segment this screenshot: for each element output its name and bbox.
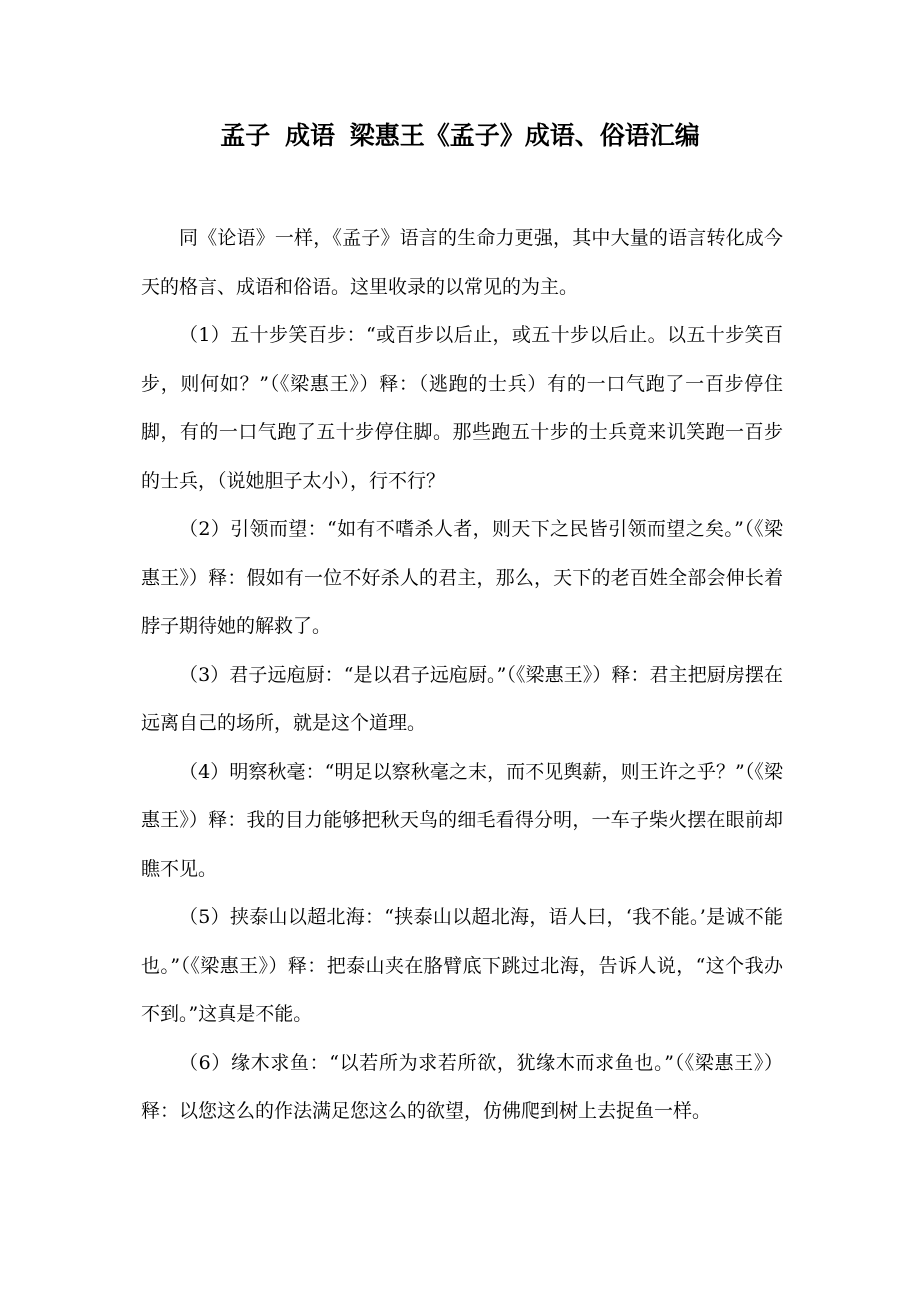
paragraph-item-3: （3）君子远庖厨：“是以君子远庖厨。”（《梁惠王》）释：君主把厨房摆在远离自己的场所，就是这个道理。 bbox=[141, 663, 783, 734]
document-title: 孟子 成语 梁惠王《孟子》成语、俗语汇编 bbox=[220, 121, 700, 150]
document-body bbox=[141, 214, 783, 1136]
paragraph-item-1: （1）五十步笑百步：“或百步以后止，或五十步以后止。以五十步笑百步，则何如？”（《梁惠王》）释：（逃跑的士兵）有的一口气跑了一百步停住脚，有的一口气跑了五十步停住脚。那些跑五十步的士兵竟来讥笑跑一百步的士兵，（说她胆子太小），行不行？ bbox=[141, 324, 783, 492]
paragraph-intro: 同《论语》一样，《孟子》语言的生命力更强，其中大量的语言转化成今天的格言、成语和俗语。这里收录的以常见的为主。 bbox=[141, 227, 783, 298]
paragraph-item-5: （5）挟泰山以超北海：“挟泰山以超北海，语人曰，‘我不能。’是诚不能也。”（《梁惠王》）释：把泰山夹在胳臂底下跳过北海，告诉人说，“这个我办不到。”这真是不能。 bbox=[141, 906, 783, 1025]
paragraph-item-4: （4）明察秋毫：“明足以察秋毫之末，而不见舆薪，则王许之乎？”（《梁惠王》）释：我的目力能够把秋天鸟的细毛看得分明，一车子柴火摆在眼前却瞧不见。 bbox=[141, 760, 783, 880]
paragraph-item-6: （6）缘木求鱼：“以若所为求若所欲，犹缘木而求鱼也。”（《梁惠王》）释：以您这么的作法满足您这么的欲望，仿佛爬到树上去捉鱼一样。 bbox=[141, 1051, 783, 1122]
paragraph-item-2: （2）引领而望：“如有不嗜杀人者，则天下之民皆引领而望之矣。”（《梁惠王》）释：假如有一位不好杀人的君主，那么，天下的老百姓全部会伸长着脖子期待她的解救了。 bbox=[141, 518, 783, 637]
